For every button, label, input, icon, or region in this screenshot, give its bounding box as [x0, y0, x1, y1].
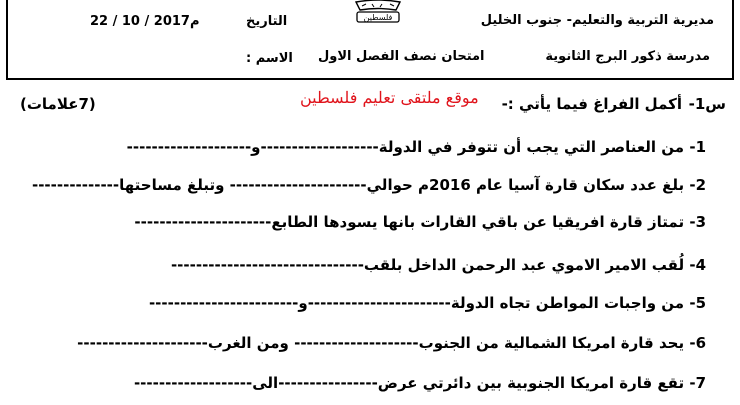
date-value: 22 / 10 / 2017م: [90, 14, 200, 29]
question-item: [16, 176, 706, 194]
item-text: يحد قارة امريكا الشمالية من الجنوب-------------------- ومن الغرب---------------------: [77, 334, 685, 352]
marks-label: (7علامات): [20, 95, 96, 113]
item-text: من العناصر التي يجب أن تتوفر في الدولة-------------------و--------------------: [126, 138, 685, 156]
question-item: [6, 334, 706, 352]
item-number: 7-: [689, 374, 706, 392]
question-instruction: أكمل الفراغ فيما يأتي :-: [501, 95, 682, 113]
directorate-name: مديرية التربية والتعليم- جنوب الخليل: [480, 13, 714, 28]
item-number: 2-: [689, 176, 706, 194]
question-item: [96, 138, 706, 156]
question-item: [86, 213, 706, 231]
item-number: 4-: [689, 256, 706, 274]
item-number: 6-: [689, 334, 706, 352]
emblem-text: فلسطين: [363, 13, 393, 22]
item-text: لُقب الامير الاموي عبد الرحمن الداخل بلقب-------------------------------: [170, 256, 685, 274]
name-label: الاسم :: [246, 51, 293, 66]
site-note: موقع ملتقى تعليم فلسطين: [300, 88, 479, 107]
item-number: 3-: [689, 213, 706, 231]
question-item: [6, 374, 706, 392]
question-item: [66, 294, 706, 312]
date-label: التاريخ: [246, 14, 288, 29]
item-text: بلغ عدد سكان قارة آسيا عام 2016م حوالي---------------------- وتبلغ مساحتها--------------: [31, 176, 685, 194]
item-number: 1-: [689, 138, 706, 156]
exam-title: امتحان نصف الفصل الاول: [318, 49, 485, 64]
question-item: [86, 256, 706, 274]
item-number: 5-: [689, 294, 706, 312]
question-number: س1-: [688, 95, 726, 113]
school-name: مدرسة ذكور البرج الثانوية: [545, 49, 710, 64]
palestine-emblem: [352, 0, 404, 24]
item-text: تقع قارة امريكا الجنوبية بين دائرتي عرض----------------الى-------------------: [133, 374, 685, 392]
item-text: تمتاز قارة افريقيا عن باقي القارات بانها يسودها الطابع----------------------: [134, 213, 685, 231]
item-text: من واجبات المواطن تجاه الدولة-----------------------و------------------------: [148, 294, 685, 312]
